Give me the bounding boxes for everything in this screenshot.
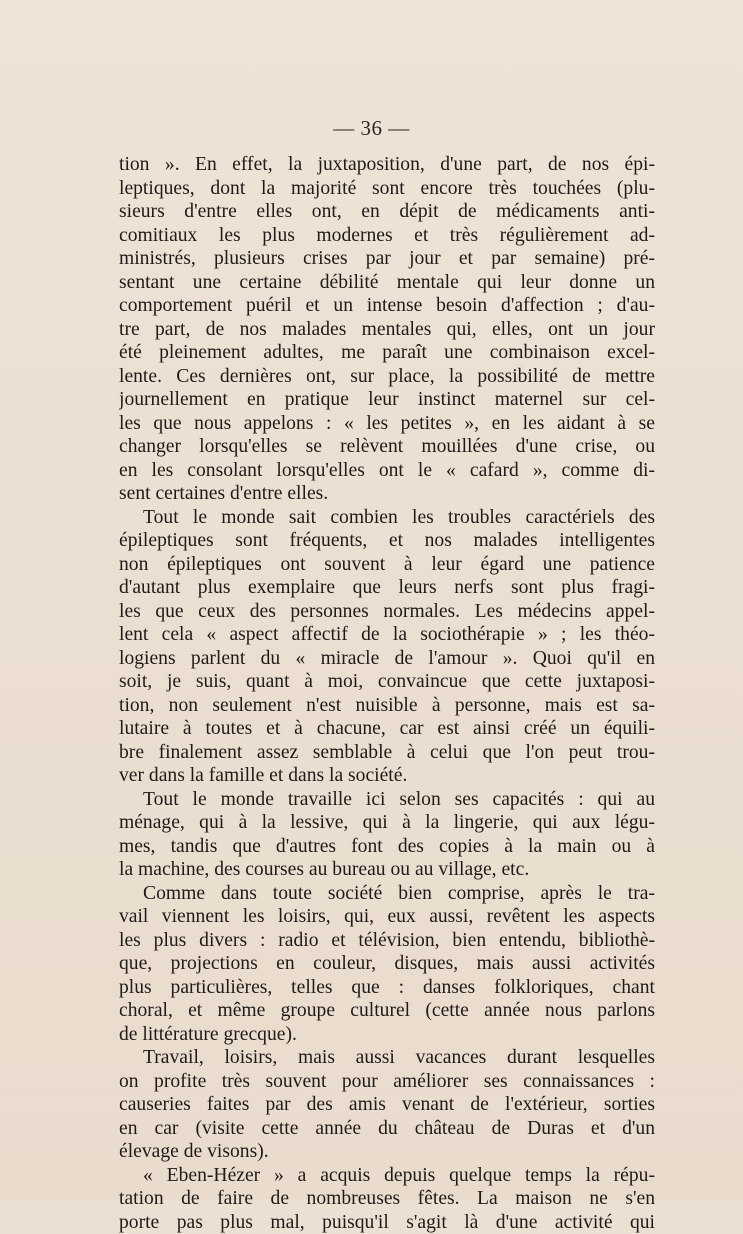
text-line: comportement puéril et un intense besoin d'affection ; d'au-	[119, 294, 655, 318]
text-line: logiens parlent du « miracle de l'amour ». Quoi qu'il en	[119, 647, 655, 671]
text-line: comitiaux les plus modernes et très régulièrement ad-	[119, 224, 655, 248]
text-line: plus particulières, telles que : danses folkloriques, chant	[119, 976, 655, 1000]
text-line: choral, et même groupe culturel (cette année nous parlons	[119, 999, 655, 1023]
text-line: mes, tandis que d'autres font des copies à la main ou à	[119, 835, 655, 859]
text-line: porte pas plus mal, puisqu'il s'agit là d'une activité qui	[119, 1211, 655, 1234]
text-line: non épileptiques ont souvent à leur égard une patience	[119, 553, 655, 577]
page-number: — 36 —	[0, 116, 743, 141]
text-line: élevage de visons).	[119, 1140, 655, 1164]
text-line: tion, non seulement n'est nuisible à personne, mais est sa-	[119, 694, 655, 718]
text-line: lent cela « aspect affectif de la sociothérapie » ; les théo-	[119, 623, 655, 647]
text-line: Tout le monde sait combien les troubles caractériels des	[119, 506, 655, 530]
text-line: d'autant plus exemplaire que leurs nerfs sont plus fragi-	[119, 576, 655, 600]
text-line: Tout le monde travaille ici selon ses capacités : qui au	[119, 788, 655, 812]
text-line: épileptiques sont fréquents, et nos malades intelligentes	[119, 529, 655, 553]
text-line: tion ». En effet, la juxtaposition, d'une part, de nos épi-	[119, 153, 655, 177]
text-line: on profite très souvent pour améliorer ses connaissances :	[119, 1070, 655, 1094]
text-line: la machine, des courses au bureau ou au village, etc.	[119, 858, 655, 882]
text-line: en les consolant lorsqu'elles ont le « cafard », comme di-	[119, 459, 655, 483]
text-line: les que nous appelons : « les petites », en les aidant à se	[119, 412, 655, 436]
text-line: « Eben-Hézer » a acquis depuis quelque temps la répu-	[119, 1164, 655, 1188]
text-line: les plus divers : radio et télévision, bien entendu, bibliothè-	[119, 929, 655, 953]
text-line: en car (visite cette année du château de Duras et d'un	[119, 1117, 655, 1141]
text-line: lutaire à toutes et à chacune, car est ainsi créé un équili-	[119, 717, 655, 741]
text-line: sieurs d'entre elles ont, en dépit de médicaments anti-	[119, 200, 655, 224]
text-line: lente. Ces dernières ont, sur place, la possibilité de mettre	[119, 365, 655, 389]
text-line: sent certaines d'entre elles.	[119, 482, 655, 506]
text-line: ver dans la famille et dans la société.	[119, 764, 655, 788]
text-line: Travail, loisirs, mais aussi vacances durant lesquelles	[119, 1046, 655, 1070]
text-line: bre finalement assez semblable à celui que l'on peut trou-	[119, 741, 655, 765]
text-line: sentant une certaine débilité mentale qui leur donne un	[119, 271, 655, 295]
text-line: changer lorsqu'elles se relèvent mouillées d'une crise, ou	[119, 435, 655, 459]
text-line: leptiques, dont la majorité sont encore très touchées (plu-	[119, 177, 655, 201]
text-line: tre part, de nos malades mentales qui, elles, ont un jour	[119, 318, 655, 342]
text-line: vail viennent les loisirs, qui, eux aussi, revêtent les aspects	[119, 905, 655, 929]
text-line: été pleinement adultes, me paraît une combinaison excel-	[119, 341, 655, 365]
text-line: de littérature grecque).	[119, 1023, 655, 1047]
text-line: tation de faire de nombreuses fêtes. La maison ne s'en	[119, 1187, 655, 1211]
text-line: les que ceux des personnes normales. Les médecins appel-	[119, 600, 655, 624]
text-line: journellement en pratique leur instinct maternel sur cel-	[119, 388, 655, 412]
text-line: ministrés, plusieurs crises par jour et par semaine) pré-	[119, 247, 655, 271]
text-line: que, projections en couleur, disques, mais aussi activités	[119, 952, 655, 976]
text-line: Comme dans toute société bien comprise, après le tra-	[119, 882, 655, 906]
text-line: ménage, qui à la lessive, qui à la lingerie, qui aux légu-	[119, 811, 655, 835]
text-line: causeries faites par des amis venant de l'extérieur, sorties	[119, 1093, 655, 1117]
text-line: soit, je suis, quant à moi, convaincue que cette juxtaposi-	[119, 670, 655, 694]
body-text	[119, 153, 655, 1234]
